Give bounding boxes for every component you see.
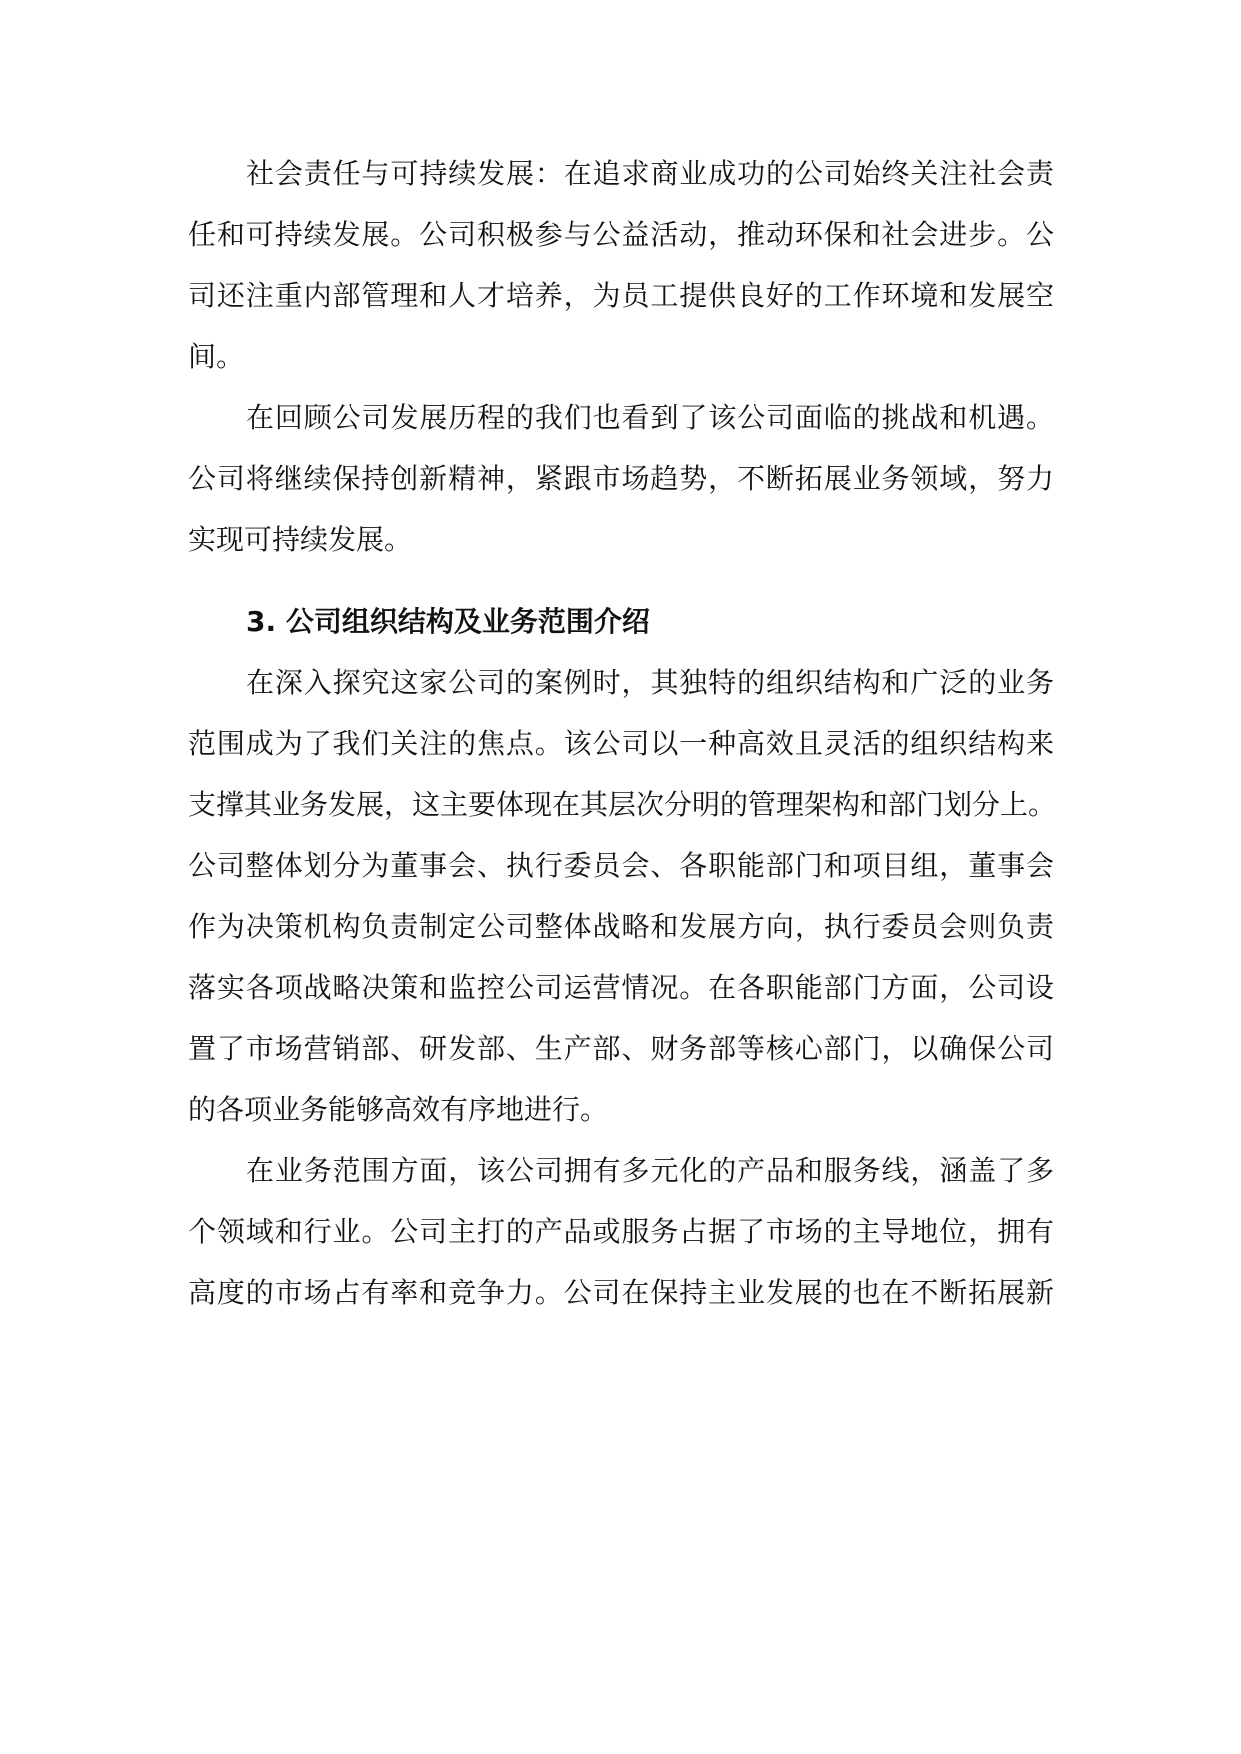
paragraph-line: 间。 [188, 340, 245, 373]
paragraph-line: 在深入探究这家公司的案例时，其独特的组织结构和广泛的业务 [246, 666, 1054, 699]
paragraph-line: 司还注重内部管理和人才培养，为员工提供良好的工作环境和发展空 [188, 279, 1054, 312]
document-body [188, 143, 1057, 1323]
paragraph-line: 落实各项战略决策和监控公司运营情况。在各职能部门方面，公司设 [188, 971, 1054, 1004]
paragraph-business-scope [188, 1140, 1054, 1323]
paragraph-line: 实现可持续发展。 [188, 523, 413, 556]
paragraph-line: 公司整体划分为董事会、执行委员会、各职能部门和项目组，董事会 [188, 849, 1054, 882]
paragraph-line: 任和可持续发展。公司积极参与公益活动，推动环保和社会进步。公 [188, 218, 1054, 251]
paragraph-line: 在业务范围方面，该公司拥有多元化的产品和服务线，涵盖了多 [246, 1154, 1054, 1187]
paragraph-line: 高度的市场占有率和竞争力。公司在保持主业发展的也在不断拓展新 [188, 1276, 1054, 1309]
paragraph-organization [188, 652, 1057, 1140]
paragraph-line: 在回顾公司发展历程的我们也看到了该公司面临的挑战和机遇。 [246, 401, 1054, 434]
paragraph-line: 作为决策机构负责制定公司整体战略和发展方向，执行委员会则负责 [188, 910, 1054, 943]
paragraph-review [188, 387, 1054, 570]
paragraph-line: 社会责任与可持续发展：在追求商业成功的公司始终关注社会责 [246, 157, 1054, 190]
paragraph-social-responsibility [188, 143, 1054, 387]
paragraph-line: 的各项业务能够高效有序地进行。 [188, 1093, 609, 1126]
paragraph-line: 范围成为了我们关注的焦点。该公司以一种高效且灵活的组织结构来 [188, 727, 1054, 760]
section-heading: 3. 公司组织结构及业务范围介绍 [246, 605, 650, 638]
paragraph-line: 置了市场营销部、研发部、生产部、财务部等核心部门，以确保公司 [188, 1032, 1054, 1065]
paragraph-line: 公司将继续保持创新精神，紧跟市场趋势，不断拓展业务领域，努力 [188, 462, 1054, 495]
paragraph-line: 支撑其业务发展，这主要体现在其层次分明的管理架构和部门划分上。 [188, 788, 1057, 821]
paragraph-line: 个领域和行业。公司主打的产品或服务占据了市场的主导地位，拥有 [188, 1215, 1054, 1248]
